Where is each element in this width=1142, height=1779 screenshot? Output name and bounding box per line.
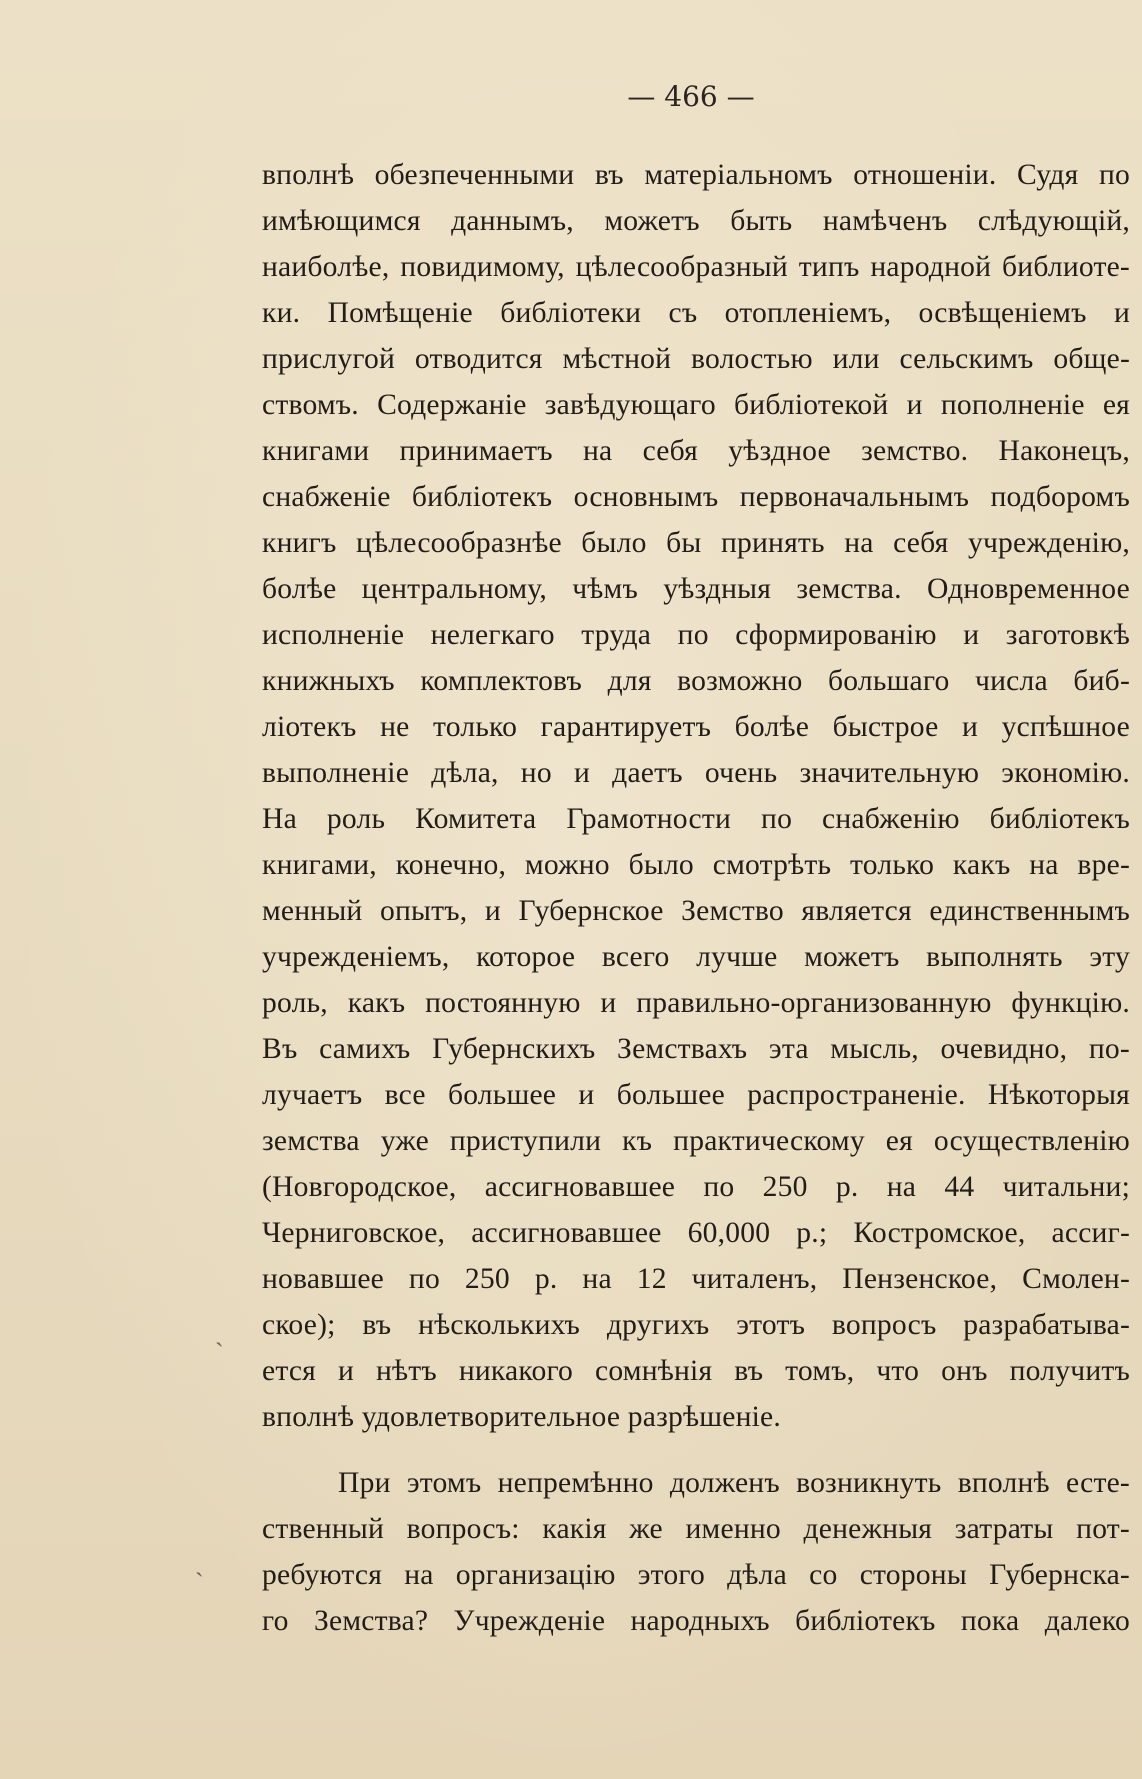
text-line: имѣющимся даннымъ, можетъ быть намѣченъ слѣдующій, xyxy=(262,205,1130,237)
text-line: ется и нѣтъ никакого сомнѣнія въ томъ, что онъ получитъ xyxy=(262,1355,1130,1387)
text-line: ребуются на организацію этого дѣла со стороны Губернска- xyxy=(262,1559,1130,1591)
text-line: вполнѣ обезпеченными въ матеріальномъ отношеніи. Судя по xyxy=(262,159,1130,191)
text-line: ствомъ. Содержаніе завѣдующаго библіотекой и пополненіе ея xyxy=(262,389,1130,421)
margin-pencil-mark: ˏ xyxy=(215,1318,224,1348)
page-number: — 466 — xyxy=(627,80,755,113)
text-line: учрежденіемъ, которое всего лучше можетъ выполнять эту xyxy=(262,941,1130,973)
text-line: книжныхъ комплектовъ для возможно большаго числа биб- xyxy=(262,665,1130,697)
paragraph-2 xyxy=(262,1460,1130,1644)
text-line: При этомъ непремѣнно долженъ возникнуть вполнѣ есте- xyxy=(338,1467,1130,1499)
text-line: ки. Помѣщеніе библіотеки съ отопленіемъ, освѣщеніемъ и xyxy=(262,297,1130,329)
text-line: прислугой отводится мѣстной волостью или сельскимъ обще- xyxy=(262,343,1130,375)
text-line: вполнѣ удовлетворительное разрѣшеніе. xyxy=(262,1401,781,1433)
text-line: На роль Комитета Грамотности по снабженію библіотекъ xyxy=(262,803,1130,835)
text-line: Черниговское, ассигновавшее 60,000 р.; Костромское, ассиг- xyxy=(262,1217,1130,1249)
text-line: книгами, конечно, можно было смотрѣть только какъ на вре- xyxy=(262,849,1130,881)
margin-pencil-mark: ˏ xyxy=(195,1548,204,1578)
text-line: книгами принимаетъ на себя уѣздное земство. Наконецъ, xyxy=(262,435,1130,467)
text-line: ліотекъ не только гарантируетъ болѣе быстрое и успѣшное xyxy=(262,711,1130,743)
text-line: (Новгородское, ассигновавшее по 250 р. на 44 читальни; xyxy=(262,1171,1130,1203)
paragraph-gap xyxy=(262,1440,1130,1460)
text-line: выполненіе дѣла, но и даетъ очень значительную экономію. xyxy=(262,757,1130,789)
text-line: менный опытъ, и Губернское Земство является единственнымъ xyxy=(262,895,1130,927)
text-line: снабженіе библіотекъ основнымъ первоначальнымъ подборомъ xyxy=(262,481,1130,513)
text-line: земства уже приступили къ практическому ея осуществленію xyxy=(262,1125,1130,1157)
text-line: новавшее по 250 р. на 12 читаленъ, Пензенское, Смолен- xyxy=(262,1263,1130,1295)
body-text xyxy=(262,152,1130,1644)
text-line: Въ самихъ Губернскихъ Земствахъ эта мысль, очевидно, по- xyxy=(262,1033,1130,1065)
text-line: наиболѣе, повидимому, цѣлесообразный типъ народной библиоте- xyxy=(262,251,1130,283)
text-line: го Земства? Учрежденіе народныхъ библіотекъ пока далеко xyxy=(262,1605,1130,1637)
text-line: исполненіе нелегкаго труда по сформированію и заготовкѣ xyxy=(262,619,1130,651)
text-line: болѣе центральному, чѣмъ уѣздныя земства. Одновременное xyxy=(262,573,1130,605)
text-line: ственный вопросъ: какія же именно денежныя затраты пот- xyxy=(262,1513,1130,1545)
paragraph-1 xyxy=(262,152,1130,1440)
text-line: лучаетъ все большее и большее распространеніе. Нѣкоторыя xyxy=(262,1079,1130,1111)
text-line: книгъ цѣлесообразнѣе было бы принять на себя учрежденію, xyxy=(262,527,1130,559)
text-line: роль, какъ постоянную и правильно-организованную функцію. xyxy=(262,987,1130,1019)
text-line: ское); въ нѣсколькихъ другихъ этотъ вопросъ разрабатыва- xyxy=(262,1309,1130,1341)
